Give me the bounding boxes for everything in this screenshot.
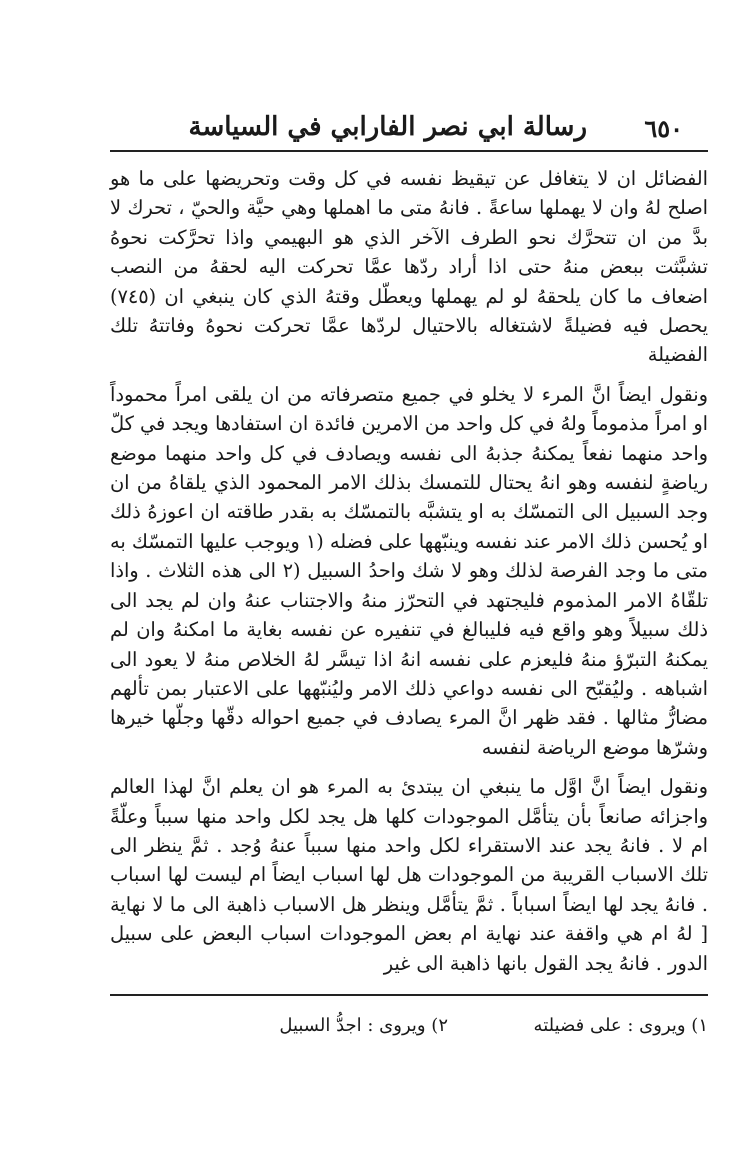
paragraph-3: ونقول ايضاً انَّ اوَّل ما ينبغي ان يبتدئ به المرء هو ان يعلم انَّ لهذا العالم واجزائه صانعاً بأن يتأمَّل الموجودات كلها هل يجد لكل واحد منها سبباً وعلّةً ام لا . فانهُ يجد عند الاستقراء لكل واحد منها سبباً عنهُ وُجد . ثمَّ ينظر الى تلك الاسباب القريبة من الموجودات هل لها اسباب ايضاً ام ليست لها اسباب . فانهُ يجد لها ايضاً اسباباً . ثمَّ يتأمَّل وينظر هل الاسباب ذاهبة الى ما لا نهاية [ لهُ ام هي واقفة عند نهاية ام بعض الموجودات اسباب البعض على سبيل الدور . فانهُ يجد القول بانها ذاهبة الى غير bbox=[110, 775, 708, 975]
running-head bbox=[95, 110, 705, 150]
paragraph-2: ونقول ايضاً انَّ المرء لا يخلو في جميع متصرفاته من ان يلقى امراً محموداً او امراً مذموماً ولهُ في كل واحد من الامرين فائدة ان استفادها ويجد في كلّ واحد منهما نفعاً يمكنهُ جذبهُ الى نفسه ويصادف في كل واحد منهما موضع رياضةٍ لنفسه وهو انهُ يحتال للتمسك بذلك الامر المحمود الذي يلقاهُ من ان وجد السبيل الى التمسّك به او يتشبَّه بالتمسّك به بقدر طاقته ان اعوزهُ ذلك او يُحسن ذلك الامر عند نفسه وينبّهها على فضله (١ ويوجب عليها التمسّك به متى ما وجد الفرصة لذلك وهو لا شك واحدُ السبيل (٢ الى هذه الثلاث . واذا تلقّاهُ الامر المذموم فليجتهد في التحرّز منهُ والاجتناب عنهُ وان لم يجد الى ذلك سبيلاً وهو واقع فيه فليبالغ في تنفيره عن نفسه بغاية ما امكنهُ وان لم يمكنهُ التبرّؤ منهُ فليعزم على نفسه انهُ اذا تيسَّر لهُ الخلاص منهُ لا يعود الى اشباهه . وليُقبّح الى نفسه دواعي ذلك الامر وليُنبّهها على الاعتبار بمن تألهم مضارُّ مثالها . فقد ظهر انَّ المرء يصادف في جميع احواله دقّها وجلّها خيرها وشرّها موضع الرياضة لنفسه bbox=[110, 382, 708, 759]
footnote-2: ٢) ويروى : اجدُّ السبيل bbox=[279, 1015, 448, 1036]
running-title: رسالة ابي نصر الفارابي في السياسة bbox=[188, 112, 587, 142]
header-rule bbox=[110, 150, 708, 152]
page-number: ٦٥٠ bbox=[644, 114, 683, 143]
footnote-rule bbox=[110, 994, 708, 996]
body-text bbox=[110, 164, 708, 978]
footnote-1: ١) ويروى : على فضيلته bbox=[533, 1015, 708, 1036]
paragraph-1: الفضائل ان لا يتغافل عن تيقيظ نفسه في كل وقت وتحريضها على ما هو اصلح لهُ وان لا يهملها ساعةً . فانهُ متى ما اهملها وهي حيَّة والحيّ ، تحرك لا بدَّ من ان تتحرَّك نحو الطرف الآخر الذي هو البهيمي واذا تحرَّكت نحوهُ تشبَّثت ببعض منهُ حتى اذا أراد ردّها عمَّا تحركت اليه لحقهُ من النصب اضعاف ما كان يلحقهُ لو لم يهملها ويعطّل وقتهُ الذي كان ينبغي ان (٧٤٥) يحصل فيه فضيلةً لاشتغاله بالاحتيال لردّها عمَّا تحركت نحوهُ وفاتتهُ تلك الفضيلة bbox=[110, 167, 708, 367]
